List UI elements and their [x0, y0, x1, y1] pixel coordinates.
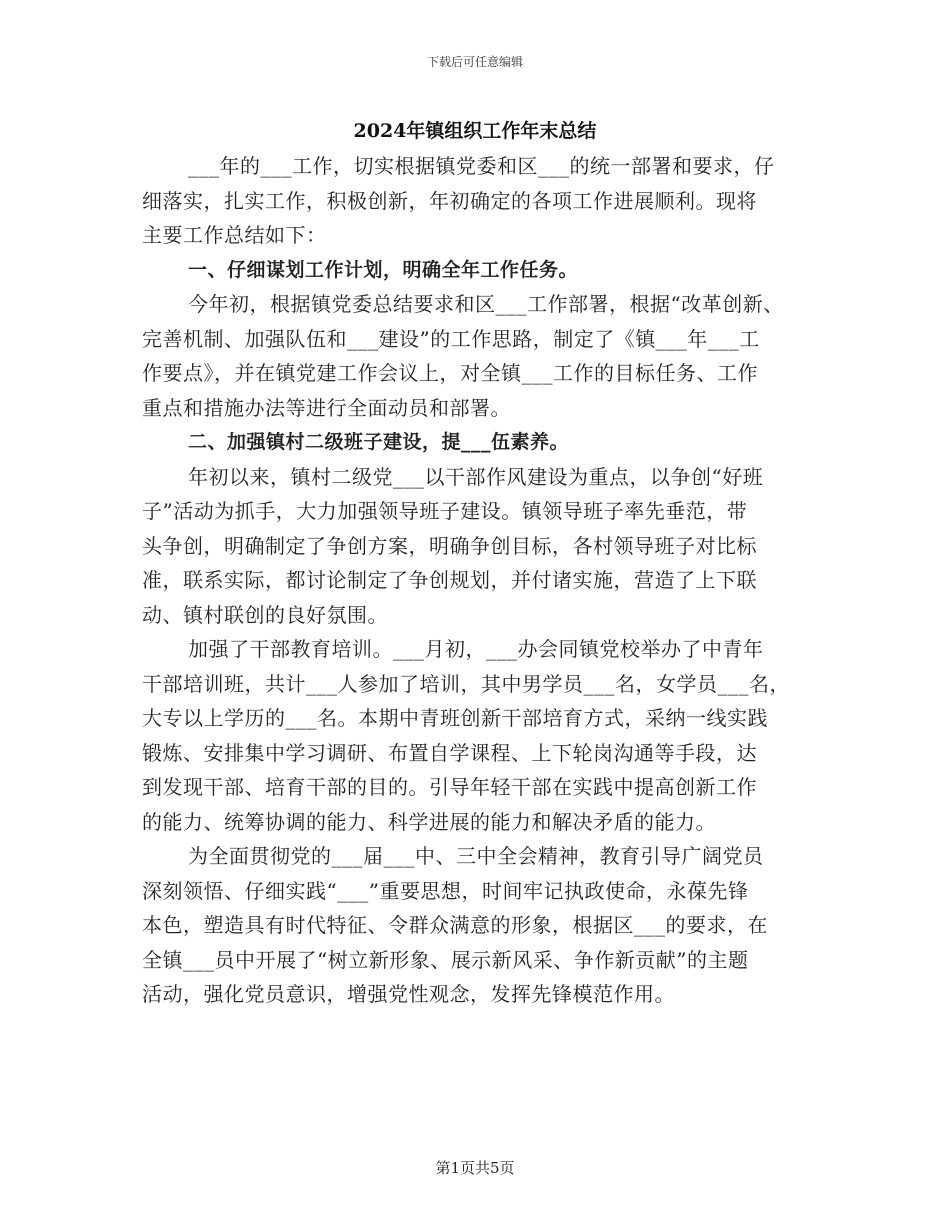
body-line: 今年初，根据镇党委总结要求和区___工作部署，根据“改革创新、 — [188, 292, 784, 316]
body-line: 动、镇村联创的良好氛围。 — [142, 602, 388, 627]
body-line: 大专以上学历的___名。本期中青班创新干部培育方式，采纳一线实践 — [142, 706, 768, 730]
body-line: 年初以来，镇村二级党___以干部作风建设为重点，以争创“好班 — [188, 464, 764, 489]
body-line: 到发现干部、培育干部的目的。引导年轻干部在实践中提高创新工作 — [142, 775, 757, 799]
body-line: 子”活动为抓手，大力加强领导班子建设。镇领导班子率先垂范，带 — [142, 499, 748, 523]
body-line: 细落实，扎实工作，积极创新，年初确定的各项工作进展顺利。现将 — [142, 188, 757, 213]
page-footer-number: 第1页共5页 — [435, 1159, 515, 1177]
page-header-note: 下载后可任意编辑 — [426, 55, 523, 69]
section-heading: 一、仔细谋划工作计划，明确全年工作任务。 — [188, 258, 579, 281]
body-line: 加强了干部教育培训。___月初，___办会同镇党校举办了中青年 — [188, 637, 764, 661]
body-line: 锻炼、安排集中学习调研、布置自学课程、上下轮岗沟通等手段，达 — [142, 740, 757, 765]
body-line: 为全面贯彻党的___届___中、三中全会精神，教育引导广阔党员 — [188, 844, 764, 868]
body-line: 本色，塑造具有时代特征、令群众满意的形象，根据区___的要求，在 — [142, 913, 768, 937]
body-line: 干部培训班，共计___人参加了培训，其中男学员___名，女学员___名， — [142, 671, 790, 696]
body-line: 完善机制、加强队伍和___建设”的工作思路，制定了《镇___年___工 — [142, 326, 760, 351]
body-line: 主要工作总结如下： — [142, 223, 327, 247]
body-line: 头争创，明确制定了争创方案，明确争创目标，各村领导班子对比标 — [142, 533, 757, 558]
body-line: 作要点》，并在镇党建工作会议上，对全镇___工作的目标任务、工作 — [142, 361, 758, 385]
body-line: 重点和措施办法等进行全面动员和部署。 — [142, 395, 511, 420]
section-heading: 二、加强镇村二级班子建设，提___伍素养。 — [188, 431, 570, 453]
body-line: 深刻领悟、仔细实践“___”重要思想，时间牢记执政使命，永葆先锋 — [142, 878, 749, 903]
body-line: 的能力、统筹协调的能力、科学进展的能力和解决矛盾的能力。 — [142, 809, 716, 834]
body-line: 全镇___员中开展了“树立新形象、展示新风采、争作新贡献”的主题 — [142, 947, 749, 972]
body-line: 活动，强化党员意识，增强党性观念，发挥先锋模范作用。 — [142, 982, 675, 1006]
document-body — [142, 149, 818, 1012]
document-title: 2024年镇组织工作年末总结 — [353, 120, 597, 142]
body-line: ___年的___工作，切实根据镇党委和区___的统一部署和要求，仔 — [188, 154, 775, 178]
body-line: 准，联系实际，都讨论制定了争创规划，并付诸实施，营造了上下联 — [142, 568, 757, 592]
